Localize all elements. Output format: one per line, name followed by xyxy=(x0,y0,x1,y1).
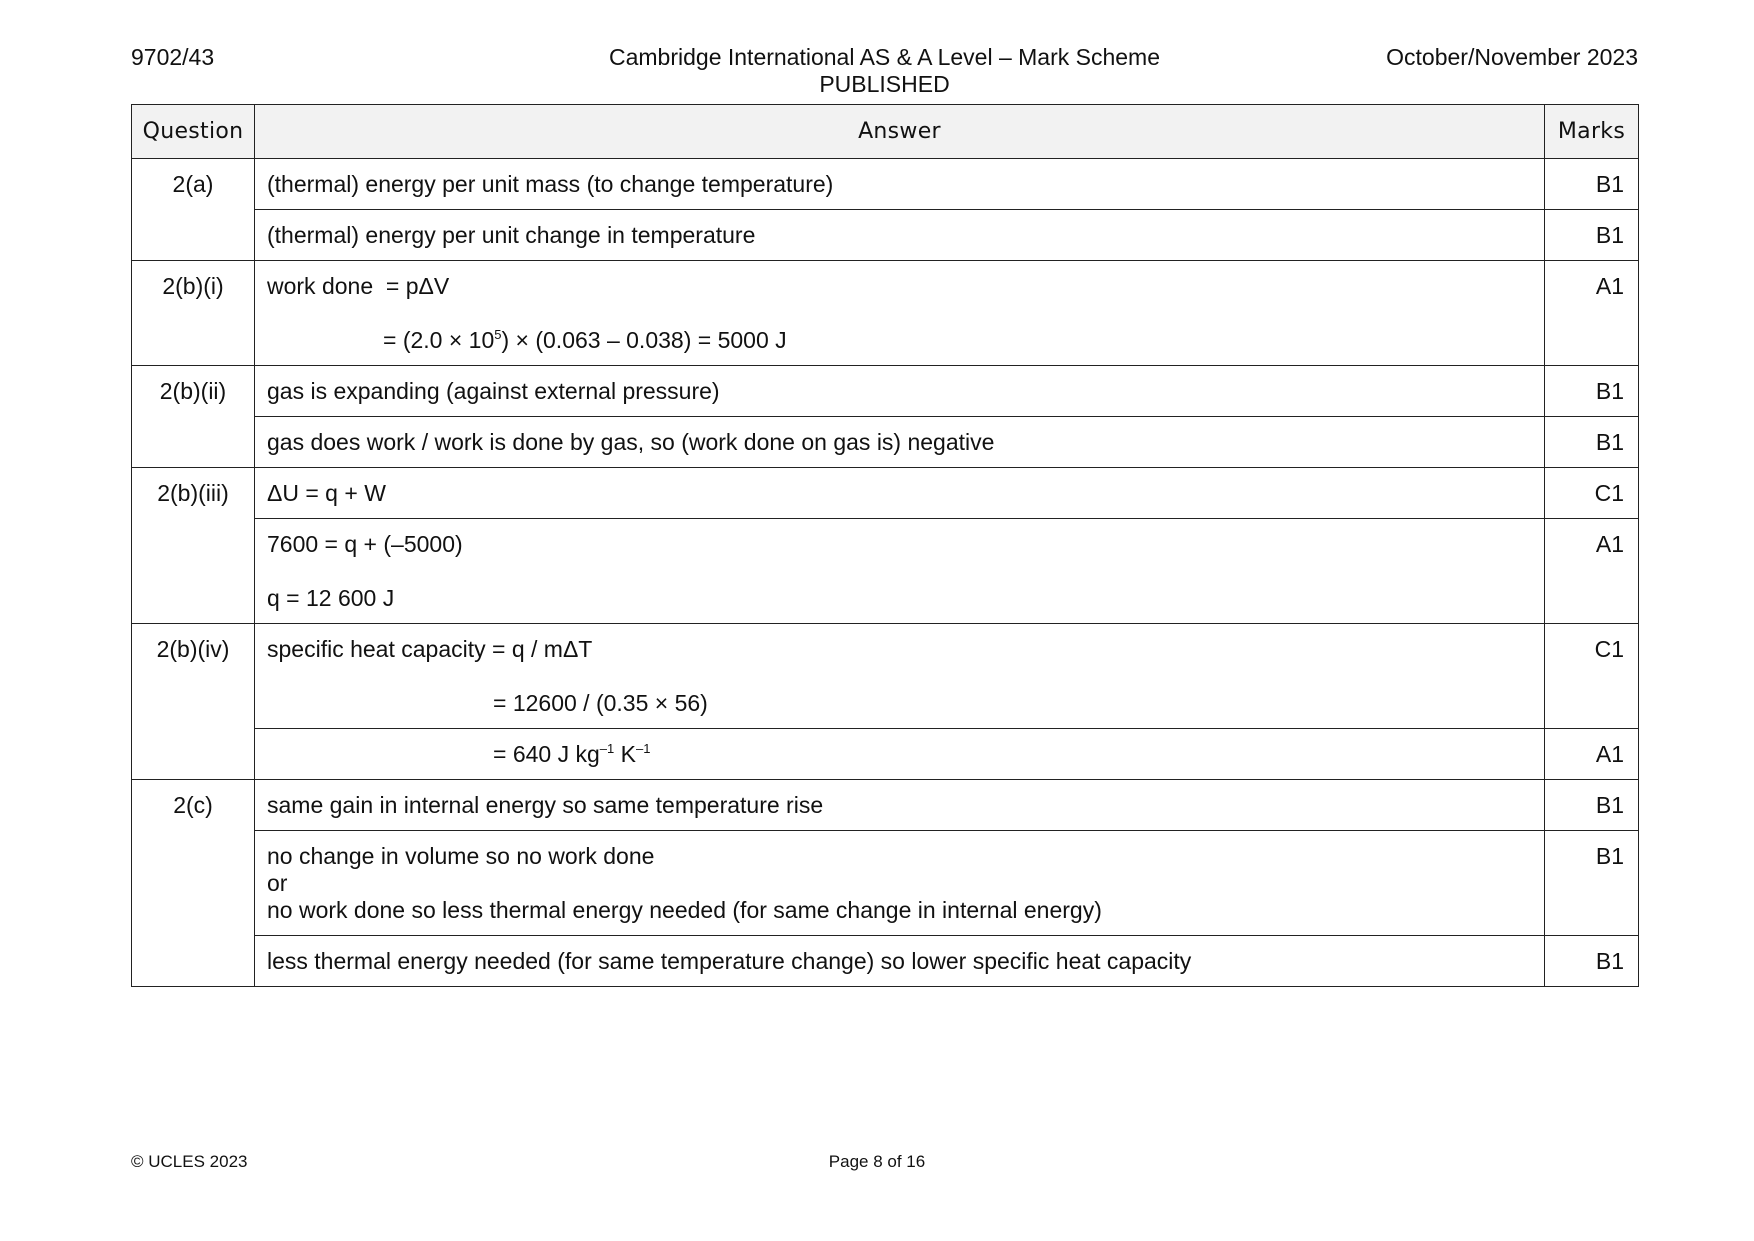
question-label: 2(b)(i) xyxy=(132,261,255,366)
page-header xyxy=(131,44,1638,100)
answer-text: (thermal) energy per unit mass (to change temperature) xyxy=(267,171,834,197)
table-row xyxy=(132,261,1639,366)
mark-cell: C1 xyxy=(1545,468,1639,519)
answer-text: ΔU = q + W xyxy=(267,480,386,506)
table-row xyxy=(132,519,1639,624)
answer-text: gas is expanding (against external pressure) xyxy=(267,378,720,404)
line-gap xyxy=(267,663,1532,690)
answer-cell xyxy=(255,624,1545,729)
answer-text: less thermal energy needed (for same temperature change) so lower specific heat capacity xyxy=(267,948,1192,974)
table-row xyxy=(132,936,1639,987)
answer-text: gas does work / work is done by gas, so (work done on gas is) negative xyxy=(267,429,995,455)
superscript: 5 xyxy=(494,327,502,342)
table-row xyxy=(132,831,1639,936)
mark-cell: B1 xyxy=(1545,159,1639,210)
table-row xyxy=(132,780,1639,831)
answer-text: (thermal) energy per unit change in temperature xyxy=(267,222,756,248)
mark-cell: B1 xyxy=(1545,210,1639,261)
mark-cell: A1 xyxy=(1545,261,1639,366)
mark-cell: B1 xyxy=(1545,780,1639,831)
answer-text: q = 12 600 J xyxy=(267,585,395,611)
mark-cell: A1 xyxy=(1545,519,1639,624)
line-gap xyxy=(267,558,1532,585)
question-label: 2(b)(ii) xyxy=(132,366,255,468)
question-column-header: Question xyxy=(132,105,255,159)
answer-cell xyxy=(255,366,1545,417)
exam-session: October/November 2023 xyxy=(1386,44,1638,70)
calc-part: ) × (0.063 – 0.038) = 5000 J xyxy=(501,327,787,353)
answer-text: specific heat capacity = q / mΔT xyxy=(267,636,593,662)
marks-column-header: Marks xyxy=(1545,105,1639,159)
answer-cell xyxy=(255,468,1545,519)
answer-cell xyxy=(255,210,1545,261)
mark-cell: B1 xyxy=(1545,417,1639,468)
mark-cell: B1 xyxy=(1545,366,1639,417)
mark-cell: C1 xyxy=(1545,624,1639,729)
table-row xyxy=(132,624,1639,729)
superscript: –1 xyxy=(599,741,615,756)
table-row xyxy=(132,366,1639,417)
question-label: 2(b)(iv) xyxy=(132,624,255,780)
table-row xyxy=(132,210,1639,261)
table-row xyxy=(132,729,1639,780)
question-label: 2(c) xyxy=(132,780,255,987)
answer-text-calculation xyxy=(267,327,1532,354)
mark-cell: B1 xyxy=(1545,831,1639,936)
answer-text-result xyxy=(267,741,1532,768)
result-part: K xyxy=(614,741,636,767)
answer-text: work done = pΔV xyxy=(267,273,450,299)
mark-cell: A1 xyxy=(1545,729,1639,780)
document-title-line1: Cambridge International AS & A Level – Mark Scheme xyxy=(608,44,1161,70)
mark-cell: B1 xyxy=(1545,936,1639,987)
table-header-row xyxy=(132,105,1639,159)
question-label: 2(a) xyxy=(132,159,255,261)
mark-scheme-table xyxy=(131,104,1639,987)
answer-text: no work done so less thermal energy needed (for same change in internal energy) xyxy=(267,897,1102,923)
calc-part: = (2.0 × 10 xyxy=(383,327,495,353)
answer-cell xyxy=(255,417,1545,468)
answer-text: or xyxy=(267,870,288,896)
answer-text-calculation: = 12600 / (0.35 × 56) xyxy=(493,690,708,716)
answer-cell xyxy=(255,936,1545,987)
answer-cell xyxy=(255,780,1545,831)
page-number: Page 8 of 16 xyxy=(828,1152,926,1171)
question-label: 2(b)(iii) xyxy=(132,468,255,624)
answer-cell xyxy=(255,831,1545,936)
result-part: = 640 J kg xyxy=(493,741,600,767)
answer-cell xyxy=(255,159,1545,210)
table-row xyxy=(132,159,1639,210)
copyright-notice: © UCLES 2023 xyxy=(131,1152,248,1171)
syllabus-code: 9702/43 xyxy=(131,44,215,70)
answer-cell xyxy=(255,261,1545,366)
answer-text: no change in volume so no work done xyxy=(267,843,655,869)
line-gap xyxy=(267,300,1532,327)
document-title-line2: PUBLISHED xyxy=(819,71,950,97)
answer-column-header: Answer xyxy=(255,105,1545,159)
table-row xyxy=(132,417,1639,468)
answer-cell xyxy=(255,519,1545,624)
answer-cell xyxy=(255,729,1545,780)
answer-text: 7600 = q + (–5000) xyxy=(267,531,463,557)
answer-text: same gain in internal energy so same temperature rise xyxy=(267,792,824,818)
table-row xyxy=(132,468,1639,519)
superscript: –1 xyxy=(635,741,651,756)
